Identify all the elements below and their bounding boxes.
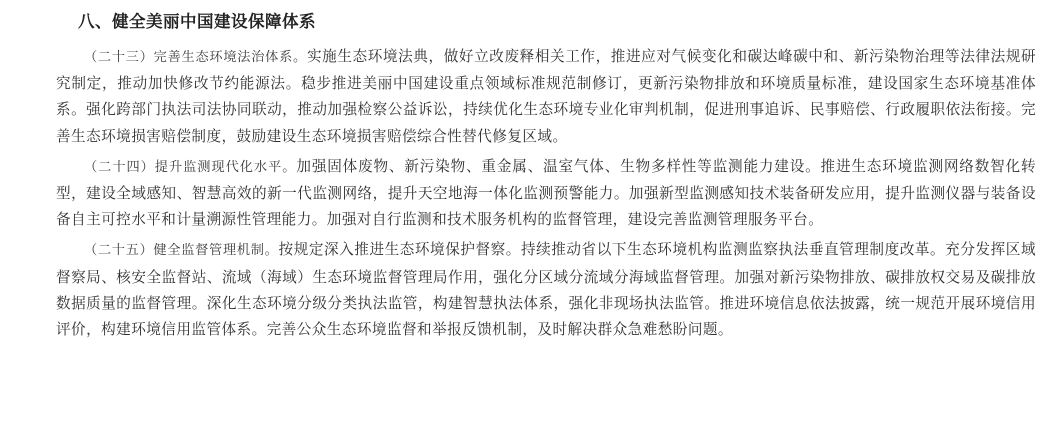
paragraph-body: 按规定深入推进生态环境保护督察。持续推动省以下生态环境机构监测监察执法垂直管理制度改革。充分发挥区域督察局、核安全监督站、流域（海域）生态环境监督管理局作用，强化分区域分流域分海域监督管理。加强对新污染物排放、碳排放权交易及碳排放数据质量的监督管理。深化生态环境分级分类执法监管，构建智慧执法体系，强化非现场执法监管。推进环境信息依法披露，统一规范开展环境信用评价，构建环境信用监管体系。完善公众生态环境监督和举报反馈机制，及时解决群众急难愁盼问题。 — [56, 241, 1036, 339]
document-body — [56, 0, 1036, 343]
paragraph-body: 实施生态环境法典，做好立改废释相关工作，推进应对气候变化和碳达峰碳中和、新污染物治理等法律法规研究制定，推动加快修改节约能源法。稳步推进美丽中国建设重点领域标准规范制修订，更新污染物排放和环境质量标准，建设国家生态环境基准体系。强化跨部门执法司法协同联动，推动加强检察公益诉讼，持续优化生态环境专业化审判机制，促进刑事追诉、民事赔偿、行政履职依法衔接。完善生态环境损害赔偿制度，鼓励建设生态环境损害赔偿综合性替代修复区域。 — [56, 48, 1036, 145]
paragraph-23 — [56, 44, 1036, 150]
paragraph-title: （二十三）完善生态环境法治体系。 — [84, 50, 307, 65]
paragraph-25 — [56, 237, 1036, 343]
paragraph-title: （二十四）提升监测现代化水平。 — [84, 159, 297, 175]
paragraph-24 — [56, 154, 1036, 234]
paragraph-body: 加强固体废物、新污染物、重金属、温室气体、生物多样性等监测能力建设。推进生态环境监测网络数智化转型，建设全域感知、智慧高效的新一代监测网络，提升天空地海一体化监测预警能力。加强新型监测感知技术装备研发应用，提升监测仪器与装备设备自主可控水平和计量溯源性管理能力。加强对自行监测和技术服务机构的监督管理，建设完善监测管理服务平台。 — [56, 157, 1037, 229]
paragraph-title: （二十五）健全监督管理机制。 — [84, 243, 279, 259]
section-heading: 八、健全美丽中国建设保障体系 — [78, 12, 316, 31]
